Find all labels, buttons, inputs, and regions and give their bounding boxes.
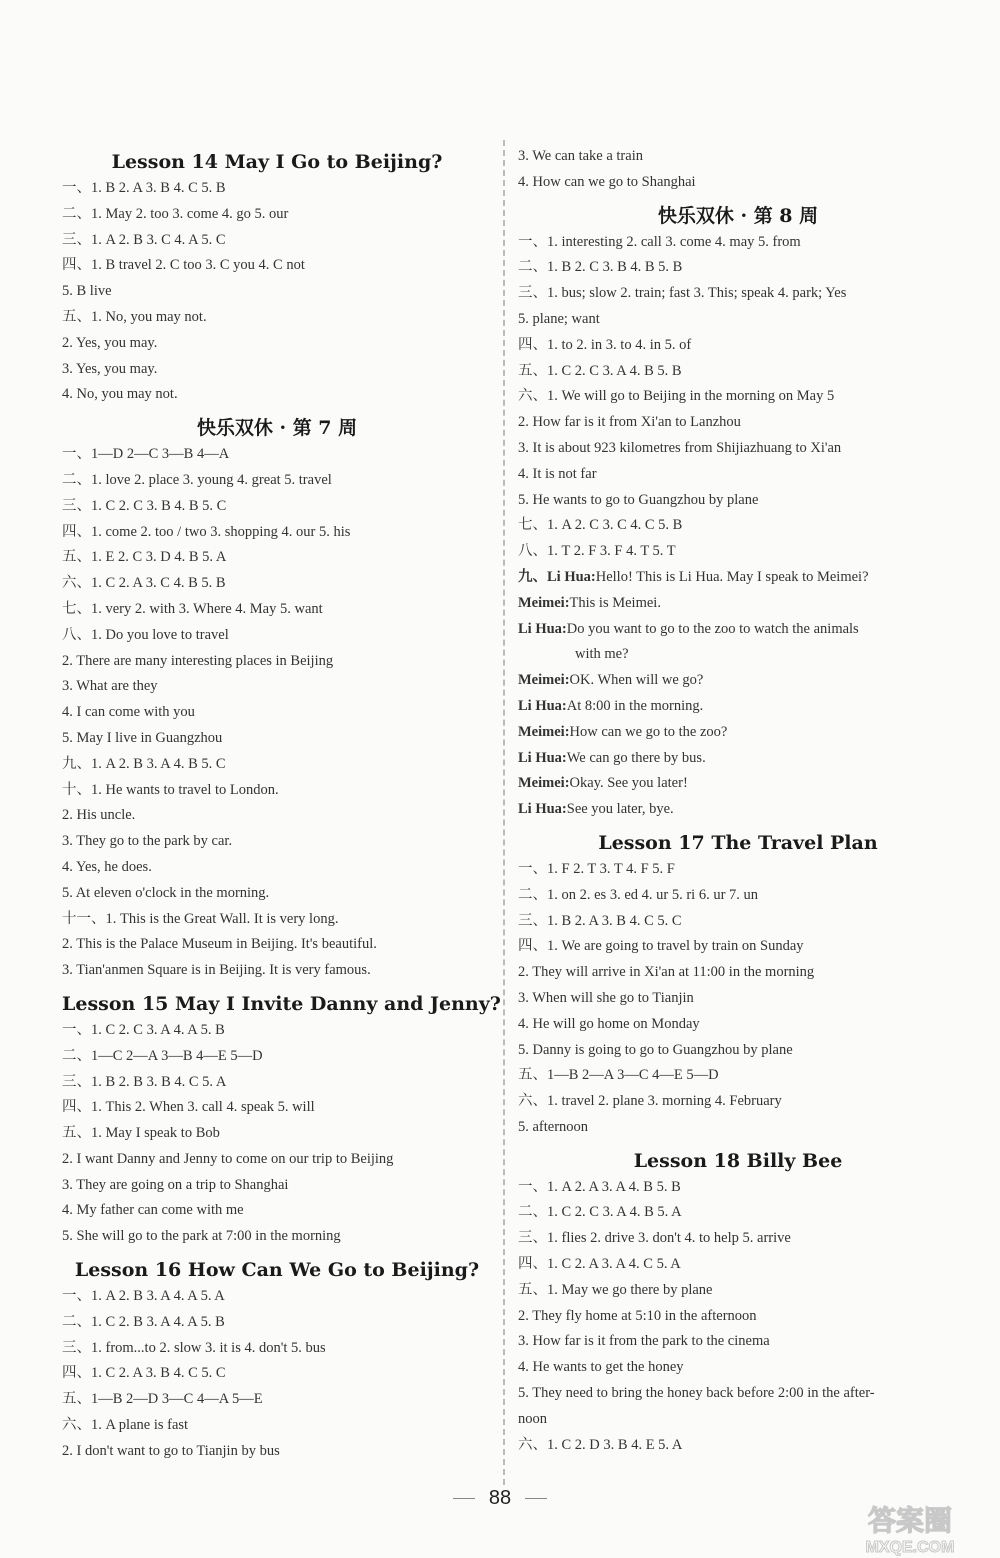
section-heading: Lesson 14 May I Go to Beijing? bbox=[111, 151, 443, 173]
answer-line: 5. May I live in Guangzhou bbox=[62, 729, 223, 746]
answer-line: 四、1. We are going to travel by train on Sunday bbox=[518, 938, 804, 955]
answer-line: 三、1. flies 2. drive 3. don't 4. to help 5. arrive bbox=[518, 1230, 791, 1247]
answer-line: 5. They need to bring the honey back before 2:00 in the after- bbox=[518, 1385, 875, 1402]
footer-dash-left bbox=[453, 1498, 475, 1499]
answer-line: 三、1. bus; slow 2. train; fast 3. This; speak 4. park; Yes bbox=[518, 285, 847, 302]
answer-line: 2. There are many interesting places in Beijing bbox=[62, 652, 334, 669]
right-column bbox=[518, 144, 958, 1458]
answer-line: 二、1. love 2. place 3. young 4. great 5. travel bbox=[62, 471, 332, 488]
answer-line: 五、1. May I speak to Bob bbox=[62, 1125, 220, 1142]
answer-line: 三、1. B 2. A 3. B 4. C 5. C bbox=[518, 912, 682, 929]
dialog-speaker: Li Hua: bbox=[518, 697, 567, 714]
column-divider bbox=[503, 140, 505, 1485]
dialog-line bbox=[518, 694, 958, 720]
answer-line: 3. Yes, you may. bbox=[62, 360, 158, 377]
answer-line: 5. At eleven o'clock in the morning. bbox=[62, 884, 270, 901]
answer-line: 2. How far is it from Xi'an to Lanzhou bbox=[518, 414, 741, 431]
answer-line: 二、1. on 2. es 3. ed 4. ur 5. ri 6. ur 7. un bbox=[518, 886, 759, 903]
watermark-url: MXQE.COM bbox=[865, 1539, 955, 1556]
answer-line: 4. No, you may not. bbox=[62, 386, 178, 403]
watermark-text: 答案圈 bbox=[867, 1504, 953, 1537]
answer-line: 5. She will go to the park at 7:00 in the morning bbox=[62, 1228, 341, 1245]
dialog-line bbox=[518, 591, 958, 617]
answer-line: 七、1. A 2. C 3. C 4. C 5. B bbox=[518, 517, 683, 534]
answer-line: 四、1. come 2. too / two 3. shopping 4. our 5. his bbox=[62, 523, 351, 540]
dialog-text: Okay. See you later! bbox=[569, 775, 688, 792]
answer-line: 3. Tian'anmen Square is in Beijing. It is very famous. bbox=[62, 962, 371, 979]
answer-line: 2. I don't want to go to Tianjin by bus bbox=[62, 1442, 280, 1459]
answer-line: 四、1. C 2. A 3. A 4. C 5. A bbox=[518, 1256, 681, 1273]
dialog-text: Do you want to go to the zoo to watch the animals bbox=[566, 620, 859, 637]
answer-line: 4. My father can come with me bbox=[62, 1202, 244, 1219]
answer-line: 三、1. A 2. B 3. C 4. A 5. C bbox=[62, 231, 226, 248]
answer-line: 四、1. This 2. When 3. call 4. speak 5. will bbox=[62, 1099, 315, 1116]
dialog-speaker: Meimei: bbox=[518, 723, 570, 740]
dialog-speaker: Meimei: bbox=[518, 672, 570, 689]
answer-line: 八、1. Do you love to travel bbox=[62, 626, 229, 643]
answer-line: 十一、1. This is the Great Wall. It is very long. bbox=[62, 910, 339, 927]
answer-line: 5. afternoon bbox=[518, 1118, 589, 1135]
answer-line: 四、1. C 2. A 3. B 4. C 5. C bbox=[62, 1365, 226, 1382]
answer-line: 三、1. B 2. B 3. B 4. C 5. A bbox=[62, 1073, 227, 1090]
dialog-line bbox=[518, 668, 958, 694]
answer-line: noon bbox=[518, 1410, 547, 1427]
dialog-continuation: with me? bbox=[575, 646, 629, 663]
dialog-line bbox=[518, 746, 958, 772]
section-heading: Lesson 18 Billy Bee bbox=[633, 1149, 843, 1172]
answer-line: 六、1. C 2. A 3. C 4. B 5. B bbox=[62, 575, 226, 592]
watermark-logo bbox=[835, 1498, 985, 1558]
answer-line: 二、1—C 2—A 3—B 4—E 5—D bbox=[62, 1047, 263, 1064]
answer-line: 二、1. May 2. too 3. come 4. go 5. our bbox=[62, 205, 289, 222]
dialog-text: This is Meimei. bbox=[569, 594, 661, 611]
answer-line: 3. We can take a train bbox=[518, 148, 643, 164]
answer-line: 五、1. C 2. C 3. A 4. B 5. B bbox=[518, 362, 682, 379]
dialog-speaker: Li Hua: bbox=[518, 620, 567, 637]
answer-line: 4. How can we go to Shanghai bbox=[518, 173, 696, 190]
section-heading: Lesson 17 The Travel Plan bbox=[598, 831, 878, 854]
dialog-speaker: 九、Li Hua: bbox=[518, 568, 596, 585]
answer-line: 四、1. B travel 2. C too 3. C you 4. C not bbox=[62, 257, 305, 274]
section-heading: 快乐双休 · 第 8 周 bbox=[657, 204, 819, 227]
answer-line: 六、1. travel 2. plane 3. morning 4. February bbox=[518, 1093, 782, 1110]
dialog-text: How can we go to the zoo? bbox=[569, 723, 728, 740]
dialog-line bbox=[518, 771, 958, 797]
answer-line: 一、1. F 2. T 3. T 4. F 5. F bbox=[518, 860, 675, 877]
dialog-speaker: Meimei: bbox=[518, 594, 570, 611]
answer-line: 2. This is the Palace Museum in Beijing. It's beautiful. bbox=[62, 936, 377, 953]
answer-line: 十、1. He wants to travel to London. bbox=[62, 781, 279, 798]
answer-line: 三、1. from...to 2. slow 3. it is 4. don't 5. bus bbox=[62, 1339, 326, 1356]
dialog-line bbox=[518, 720, 958, 746]
dialog-line bbox=[518, 797, 958, 823]
answer-line: 五、1—B 2—D 3—C 4—A 5—E bbox=[62, 1391, 263, 1408]
dialog-speaker: Li Hua: bbox=[518, 801, 567, 818]
answer-line: 5. plane; want bbox=[518, 310, 600, 327]
answer-line: 5. He wants to go to Guangzhou by plane bbox=[518, 491, 759, 508]
answer-line: 二、1. B 2. C 3. B 4. B 5. B bbox=[518, 259, 683, 276]
answer-line: 3. They go to the park by car. bbox=[62, 833, 233, 850]
dialog-line bbox=[518, 617, 958, 643]
answer-line: 3. How far is it from the park to the cinema bbox=[518, 1333, 770, 1350]
dialog-text: At 8:00 in the morning. bbox=[566, 697, 704, 714]
answer-line: 五、1. No, you may not. bbox=[62, 308, 207, 325]
section-heading: Lesson 15 May I Invite Danny and Jenny? bbox=[62, 992, 501, 1015]
answer-line: 4. He wants to get the honey bbox=[518, 1359, 684, 1376]
answer-line: 四、1. to 2. in 3. to 4. in 5. of bbox=[518, 336, 692, 353]
answer-line: 六、1. A plane is fast bbox=[62, 1417, 189, 1434]
answer-line: 3. When will she go to Tianjin bbox=[518, 989, 694, 1006]
section-heading: 快乐双休 · 第 7 周 bbox=[196, 417, 358, 440]
answer-line: 4. Yes, he does. bbox=[62, 858, 152, 875]
dialog-speaker: Meimei: bbox=[518, 775, 570, 792]
answer-line: 3. It is about 923 kilometres from Shijiazhuang to Xi'an bbox=[518, 439, 842, 456]
answer-line: 一、1. A 2. A 3. A 4. B 5. B bbox=[518, 1178, 681, 1195]
answer-line: 2. Yes, you may. bbox=[62, 334, 158, 351]
answer-line: 六、1. C 2. D 3. B 4. E 5. A bbox=[518, 1436, 683, 1453]
dialog-line bbox=[518, 565, 958, 591]
answer-line: 一、1. B 2. A 3. B 4. C 5. B bbox=[62, 180, 226, 196]
answer-line: 二、1. C 2. C 3. A 4. B 5. A bbox=[518, 1204, 682, 1221]
answer-line: 五、1. E 2. C 3. D 4. B 5. A bbox=[62, 549, 227, 566]
footer-dash-right bbox=[525, 1498, 547, 1499]
dialog-speaker: Li Hua: bbox=[518, 749, 567, 766]
answer-line: 2. They will arrive in Xi'an at 11:00 in the morning bbox=[518, 964, 815, 981]
answer-line: 5. Danny is going to go to Guangzhou by plane bbox=[518, 1041, 793, 1058]
dialog-text: Hello! This is Li Hua. May I speak to Meimei? bbox=[595, 568, 869, 585]
answer-line: 五、1—B 2—A 3—C 4—E 5—D bbox=[518, 1067, 719, 1084]
answer-line: 4. It is not far bbox=[518, 465, 597, 482]
answer-line: 一、1. A 2. B 3. A 4. A 5. A bbox=[62, 1288, 225, 1305]
answer-line: 3. They are going on a trip to Shanghai bbox=[62, 1176, 289, 1193]
answer-line: 2. They fly home at 5:10 in the afternoon bbox=[518, 1307, 757, 1324]
answer-line: 2. I want Danny and Jenny to come on our trip to Beijing bbox=[62, 1150, 394, 1167]
section-heading: Lesson 16 How Can We Go to Beijing? bbox=[74, 1259, 480, 1282]
answer-line: 4. I can come with you bbox=[62, 704, 195, 721]
answer-line: 三、1. C 2. C 3. B 4. B 5. C bbox=[62, 497, 227, 514]
answer-line: 六、1. We will go to Beijing in the morning on May 5 bbox=[518, 388, 835, 405]
answer-line: 一、1. C 2. C 3. A 4. A 5. B bbox=[62, 1021, 225, 1038]
answer-line: 2. His uncle. bbox=[62, 807, 136, 824]
answer-line: 五、1. May we go there by plane bbox=[518, 1281, 713, 1298]
answer-line: 一、1. interesting 2. call 3. come 4. may 5. from bbox=[518, 233, 801, 250]
answer-line: 一、1—D 2—C 3—B 4—A bbox=[62, 446, 230, 463]
answer-line: 二、1. C 2. B 3. A 4. A 5. B bbox=[62, 1313, 225, 1330]
answer-line: 5. B live bbox=[62, 283, 112, 300]
dialog-text: OK. When will we go? bbox=[569, 672, 704, 689]
dialog-text: See you later, bye. bbox=[566, 801, 674, 818]
left-column bbox=[62, 142, 501, 1465]
answer-line: 3. What are they bbox=[62, 678, 158, 695]
page-number: 88 bbox=[488, 1487, 512, 1509]
answer-line: 八、1. T 2. F 3. F 4. T 5. T bbox=[518, 543, 676, 560]
answer-line: 九、1. A 2. B 3. A 4. B 5. C bbox=[62, 755, 226, 772]
answer-line: 七、1. very 2. with 3. Where 4. May 5. want bbox=[62, 600, 323, 617]
answer-line: 4. He will go home on Monday bbox=[518, 1015, 700, 1032]
dialog-text: We can go there by bus. bbox=[566, 749, 706, 766]
